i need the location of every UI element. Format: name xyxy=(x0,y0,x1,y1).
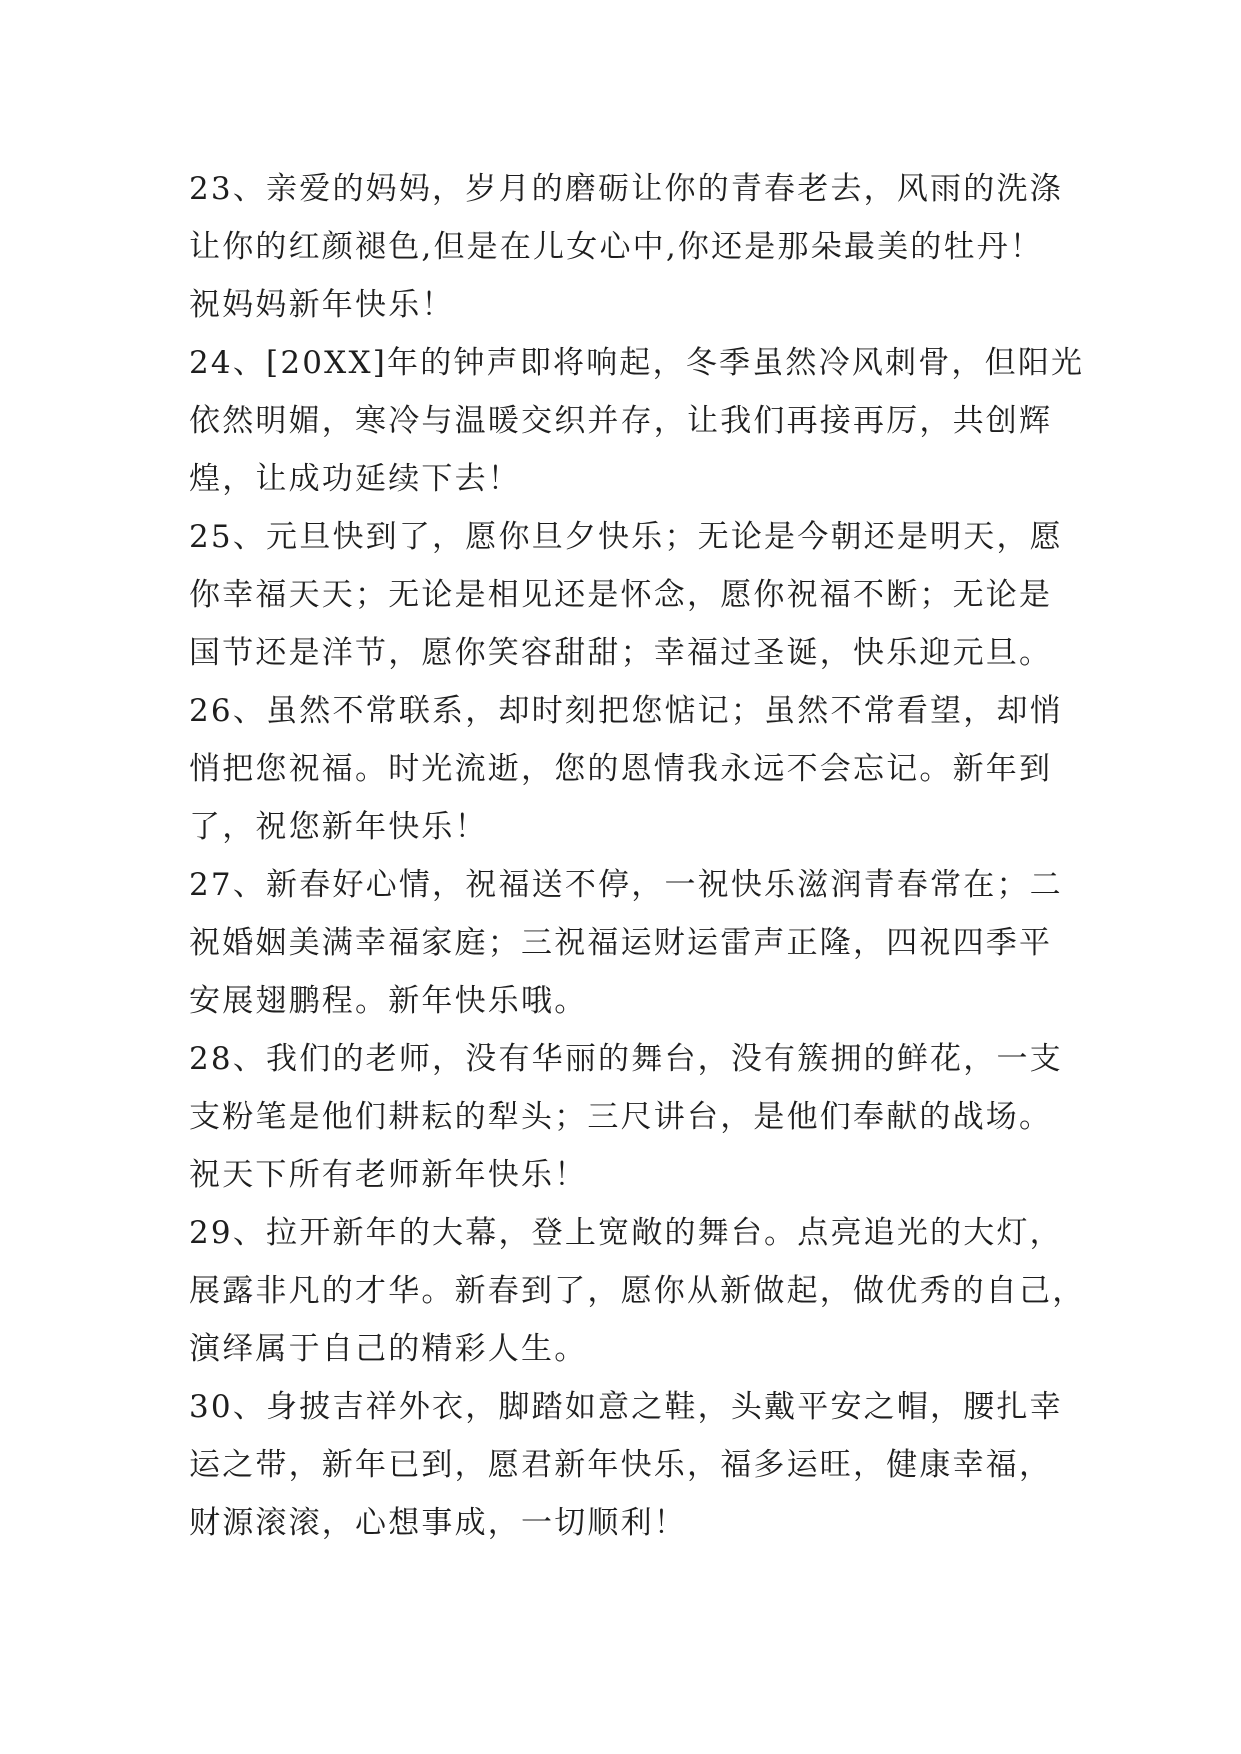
entry-29 xyxy=(189,1204,1086,1378)
text-line: 安展翅鹏程。新年快乐哦。 xyxy=(189,983,588,1019)
text-line: 祝天下所有老师新年快乐！ xyxy=(189,1157,588,1193)
entry-23 xyxy=(189,160,1069,334)
text-line: 29、拉开新年的大幕，登上宽敞的舞台。点亮追光的大灯， xyxy=(189,1215,1063,1251)
entry-28 xyxy=(189,1030,1069,1204)
entry-26 xyxy=(189,682,1069,856)
text-line: 悄把您祝福。时光流逝，您的恩情我永远不会忘记。新年到 xyxy=(189,751,1053,787)
text-line: 展露非凡的才华。新春到了，愿你从新做起，做优秀的自己， xyxy=(189,1273,1086,1309)
text-line: 煌，让成功延续下去！ xyxy=(189,461,521,497)
text-line: 依然明媚，寒冷与温暖交织并存，让我们再接再厉，共创辉 xyxy=(189,403,1053,439)
text-line: 演绎属于自己的精彩人生。 xyxy=(189,1331,588,1367)
entry-27 xyxy=(189,856,1069,1030)
text-line: 28、我们的老师，没有华丽的舞台，没有簇拥的鲜花，一支 xyxy=(189,1041,1063,1077)
entry-25 xyxy=(189,508,1069,682)
text-line: 27、新春好心情，祝福送不停，一祝快乐滋润青春常在；二 xyxy=(189,867,1063,903)
text-line: 支粉笔是他们耕耘的犁头；三尺讲台，是他们奉献的战场。 xyxy=(189,1099,1053,1135)
text-line: 25、元旦快到了，愿你旦夕快乐；无论是今朝还是明天，愿 xyxy=(189,519,1063,555)
text-line: 国节还是洋节，愿你笑容甜甜；幸福过圣诞，快乐迎元旦。 xyxy=(189,635,1053,671)
text-line: 23、亲爱的妈妈，岁月的磨砺让你的青春老去，风雨的洗涤 xyxy=(189,171,1063,207)
entry-30 xyxy=(189,1378,1069,1552)
entry-24 xyxy=(189,334,1085,508)
text-line: 运之带，新年已到，愿君新年快乐，福多运旺，健康幸福， xyxy=(189,1447,1053,1483)
text-line: 你幸福天天；无论是相见还是怀念，愿你祝福不断；无论是 xyxy=(189,577,1053,613)
text-line: 24、[20XX]年的钟声即将响起，冬季虽然冷风刺骨，但阳光 xyxy=(189,345,1085,381)
text-line: 26、虽然不常联系，却时刻把您惦记；虽然不常看望，却悄 xyxy=(189,693,1063,729)
text-line: 祝婚姻美满幸福家庭；三祝福运财运雷声正隆，四祝四季平 xyxy=(189,925,1053,961)
text-line: 30、身披吉祥外衣，脚踏如意之鞋，头戴平安之帽，腰扎幸 xyxy=(189,1389,1063,1425)
text-line: 让你的红颜褪色,但是在儿女心中,你还是那朵最美的牡丹！ xyxy=(189,229,1044,265)
text-line: 祝妈妈新年快乐！ xyxy=(189,287,455,323)
text-line: 财源滚滚，心想事成，一切顺利！ xyxy=(189,1505,687,1541)
text-line: 了，祝您新年快乐！ xyxy=(189,809,488,845)
document-body xyxy=(189,160,1086,1552)
